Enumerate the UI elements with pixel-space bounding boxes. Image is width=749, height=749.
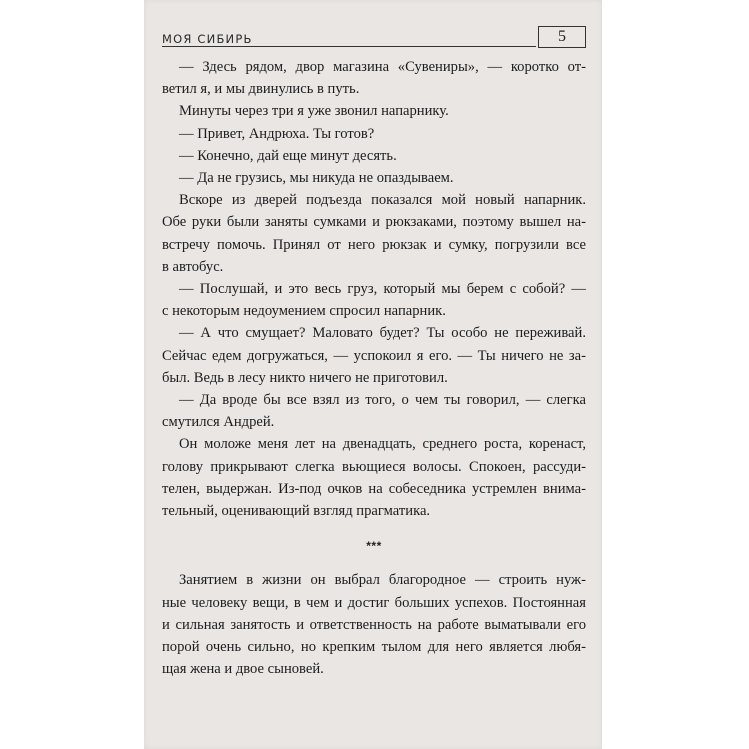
text-line: — Да не грузись, мы никуда не опаздываем. [179, 170, 454, 187]
text-line: — Послушай, и это весь груз, который мы берем с собой? — [179, 281, 586, 298]
text-line: — Здесь рядом, двор магазина «Сувениры», — коротко от- [179, 59, 586, 75]
text-line: встречу помочь. Принял от него рюкзак и сумку, погрузили все [162, 236, 586, 253]
header-rule [162, 46, 536, 47]
text-line: телен, выдержан. Из-под очков на собеседника устремлен внима- [162, 480, 586, 497]
page-number: 5 [538, 26, 586, 48]
text-line: Он моложе меня лет на двенадцать, среднего роста, коренаст, [179, 436, 586, 453]
text-line: тельный, оценивающий взгляд прагматика. [162, 503, 431, 520]
text-line: Вскоре из дверей подъезда показался мой новый напарник. [179, 192, 586, 209]
section-separator: *** [366, 539, 382, 554]
text-line: щая жена и двое сыновей. [162, 661, 324, 678]
text-line: Обе руки были заняты сумками и рюкзаками, поэтому вышел на- [162, 214, 586, 231]
text-line: — Конечно, дай еще минут десять. [179, 147, 397, 164]
running-title: МОЯ СИБИРЬ [162, 32, 253, 46]
text-line: ные человеку вещи, в чем и достиг больших успехов. Постоянная [162, 594, 586, 611]
text-line: ветил я, и мы двинулись в путь. [162, 81, 360, 98]
text-line: Минуты через три я уже звонил напарнику. [179, 103, 449, 120]
text-line: был. Ведь в лесу никто ничего не приготовил. [162, 369, 448, 386]
text-line: Сейчас едем догружаться, — успокоил я его. — Ты ничего не за- [162, 347, 586, 364]
text-line: голову прикрывают слегка вьющиеся волосы. Спокоен, рассуди- [162, 458, 586, 475]
text-line: порой очень сильно, но крепким тылом для него является любя- [162, 639, 586, 656]
text-line: и сильная занятость и ответственность на работе выматывали его [162, 616, 586, 633]
page-header [162, 26, 586, 48]
text-line: с некоторым недоумением спросил напарник. [162, 303, 446, 320]
text-line: — А что смущает? Маловато будет? Ты особо не переживай. [179, 325, 586, 342]
text-line: смутился Андрей. [162, 414, 275, 431]
body-text [162, 56, 586, 680]
text-line: — Да вроде бы все взял из того, о чем ты говорил, — слегка [179, 392, 586, 409]
text-line: Занятием в жизни он выбрал благородное — строить нуж- [179, 572, 586, 589]
text-line: в автобус. [162, 258, 224, 275]
text-line: — Привет, Андрюха. Ты готов? [179, 125, 375, 142]
book-page [144, 0, 602, 749]
